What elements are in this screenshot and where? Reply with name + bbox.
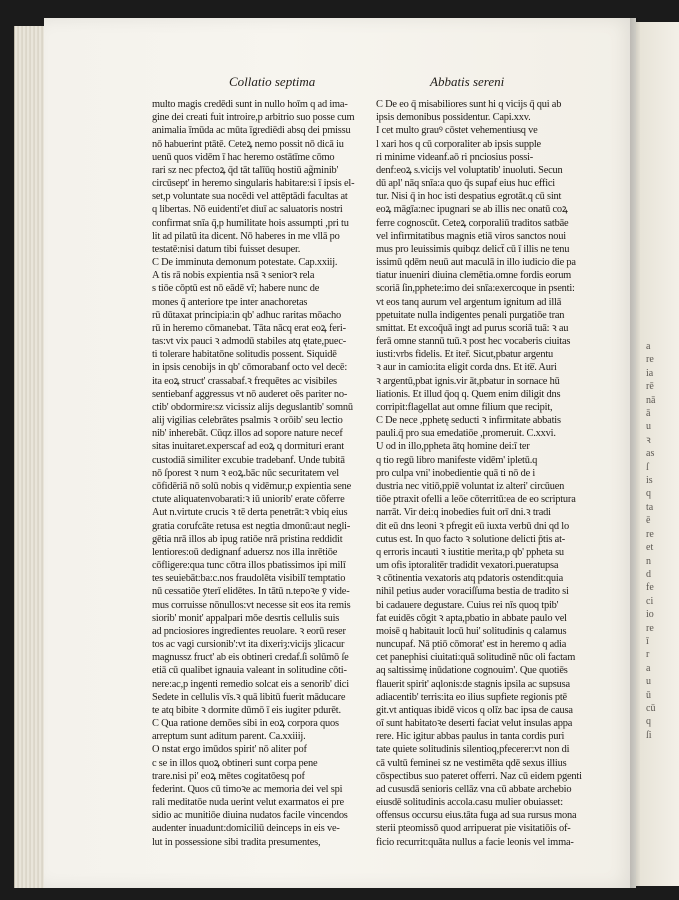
text-line: circūsept' in heremo singularis habitare:si ī ipsis el- — [152, 178, 355, 190]
text-line: um ofis iptoralitēr tradidit vexatori.pueratupsa — [376, 560, 559, 572]
facing-page-text — [646, 340, 679, 740]
text-line: ꝛ cōtinentia vexatoris atq pdatoris ostendit:quia — [376, 573, 564, 585]
facing-page-fragment: as — [646, 448, 655, 460]
facing-page-fragment: r — [646, 649, 650, 661]
text-line: nere:ac,p ingenti remedio solcat eis a senorib' dici — [152, 678, 349, 690]
facing-page-fragment: u — [646, 421, 651, 433]
text-line: adiacentib' terris:ita eo ilius supfiete regionis ptē — [376, 691, 567, 703]
text-line: audenter inuadunt:domiciliū deinceps in eis ve- — [152, 823, 340, 835]
text-line: ꝛ aur in camio:ita eligit corda dns. Et ite̅. Auri — [376, 362, 557, 374]
text-line: cutus est. In quo facto ꝛ solutione delicti p̄tis at- — [376, 533, 566, 545]
text-line: C De imminuta demonum potestate. Cap.xxiij. — [152, 257, 338, 269]
text-line: cōfidēriā nō solū nobis q vidēmur,p expientia sene — [152, 480, 352, 492]
text-line: rū dūtaxat principia:in qb' adhuc raritas mōacho — [152, 309, 342, 321]
text-line: tur. Nisi q̄ in hoc isti despatius egrotāt.q cū sint — [376, 191, 562, 203]
facing-page-fragment: re — [646, 622, 654, 634]
text-line: nō ſporest ꝛ num ꝛ eoꝝ.bāc nūc securitatem vel — [152, 467, 339, 479]
text-line: federint. Quos cū timoꝛe ac memoria dei vel spi — [152, 783, 343, 795]
text-line: I cet multo grauꝰ cōstet vehementiusq ve — [376, 125, 538, 137]
text-line: trare.nisi pi' eoꝝ mētes cogitatōesq pof — [152, 770, 305, 782]
text-line: liationis. Et illud q̄oq q. Quem enim diligit dns — [376, 388, 561, 400]
text-line: mus corruisse nōnullos:vt necesse sit eos ita remis — [152, 599, 351, 611]
facing-page-fragment: u — [646, 676, 651, 688]
text-line: rū in heremo cōmanebat. Tāta nācq erat eoꝝ feri- — [152, 322, 346, 334]
text-line: gratia corufcāte retusa est negtia dmonū:aut negli- — [152, 520, 351, 532]
text-line: siorib' monit' appalpari mōe desrtis cellulis suis — [152, 612, 340, 624]
text-line: tes seuiebāt:ba:c.nos fraudolēta visibilī temptatio — [152, 573, 346, 585]
text-line: denf:eoꝝ s.vicijs vel voluptatib' inuoluti. Secun — [376, 164, 563, 176]
text-line: ctute aliquatenvobarati:ꝛ iū uniorib' erate cōferre — [152, 494, 345, 506]
text-line: scoriā ſin,pphete:imo dei snīa:exercoque in psenti: — [376, 283, 575, 295]
text-line: nihil petius auder voraciſſuma bestia de tradito si — [376, 586, 569, 598]
text-line: fat euidēs cōgit ꝛ apta,pbatio in abbate paulo vel — [376, 612, 567, 624]
facing-page-fragment: is — [646, 475, 653, 487]
text-line: etiā cū qualibet ignauia valeant in solitudine cōti- — [152, 665, 347, 677]
text-line: te atq bibite ꝛ dormite dūmō ī eis iugiter pdurēt. — [152, 704, 341, 716]
text-line: ita eoꝝ struct' crassabaf.ꝛ frequētes ac visibiles — [152, 375, 337, 387]
facing-page-fragment: q — [646, 488, 651, 500]
running-head-left: Collatio septima — [229, 74, 316, 89]
text-line: ppetuitate nulla indigentes penali purgatiōe tran — [376, 309, 565, 321]
facing-page-fragment: ia — [646, 367, 654, 379]
text-line: cet panephisi ciuitati:quā solitudinē nūc oli factam — [376, 652, 576, 664]
text-line: uenū quos vidēm ī hac heremo ostātīme cōmo — [152, 151, 335, 163]
text-line: O nstat ergo imūdos spirit' nō aliter pof — [152, 744, 307, 756]
text-line: tas:vt vix pauci ꝛ admodū stabiles atq ętate,puec- — [152, 336, 347, 348]
facing-page-fragment: ī — [646, 635, 649, 647]
text-line: oī sunt habitatoꝛe deserti faciat velut insulas appa — [376, 718, 573, 730]
facing-page-fragment: re — [646, 354, 654, 366]
text-column-right — [376, 98, 592, 849]
text-line: mus pro leuissimis quibqz delict̄ cū ī illis ne tenu — [376, 243, 570, 255]
facing-page-fragment: q — [646, 716, 651, 728]
text-line: ipsis demonibus possidentur. Capi.xxv. — [376, 112, 531, 124]
text-line: pro culpa vni' inobedientie quā ti nō de i — [376, 467, 536, 479]
facing-page-fragment: ci — [646, 595, 654, 607]
text-line: ficio recurrit:quāta nullus a facie leonis vel imma- — [376, 836, 574, 848]
text-line: tate quiete solitudinis silentioq,pfecerer:vt non di — [376, 744, 570, 756]
text-line: sterii pteomissō quod arripuerat pie visitatiōis of- — [376, 823, 571, 835]
facing-page-fragment: et — [646, 542, 654, 554]
text-line: nib' inherebāt. Cūqz illos ad sopore nature necef — [152, 428, 343, 440]
text-line: rere. Hic igitur abbas paulus in tanta cordis puri — [376, 731, 565, 743]
text-line: l xari hos q cū corporaliter ab ipsis supple — [376, 138, 541, 150]
text-line: C De eo q̄ misabiliores sunt hi q vicijs q̄ qui ab — [376, 99, 562, 110]
facing-page-fragment: cū — [646, 702, 656, 714]
facing-page-fragment: nā — [646, 394, 656, 406]
text-line: tiōe ptraxit ofelli a leōe cōterritū:ea de eo scriptura — [376, 494, 576, 506]
text-line: C Qua ratione demōes sibi in eoꝝ corpora quos — [152, 718, 339, 730]
facing-page-fragment: re — [646, 528, 654, 540]
text-line: lentiores:oū dedignanf aduersz nos illa inrētiōe — [152, 546, 338, 558]
text-line: cōspectibus suo pateret offerri. Naz cū eidem pgenti — [376, 770, 582, 782]
text-line: cā vultū feminei sz ne vestimēta qdē sexus illius — [376, 757, 567, 769]
text-line: ferre cognoscūt. Ceteꝝ corporaliū traditos satbāe — [376, 217, 569, 229]
text-line: eiusdē solitudinis accola.casu mulier obuiasset: — [376, 797, 563, 809]
text-line: narrāt. Vir dei:q inobedies fuit orī dni.ꝛ tradi — [376, 507, 551, 519]
facing-page-fragment: io — [646, 609, 654, 621]
text-line: eoꝝ māgīa:nec ipugnari se ab illis nec onatū coꝝ — [376, 204, 568, 216]
facing-page-fragment: n — [646, 555, 651, 567]
text-line: c se in illos quoꝝ obtineri sunt corpa pene — [152, 757, 318, 769]
text-line: q erroris incauti ꝛ iustitie merita,p qb' ppheta su — [376, 546, 564, 558]
facing-page-fragment: fe — [646, 582, 654, 594]
facing-page-fragment: ē — [646, 515, 651, 527]
text-line: git.vt antiquas ibidē vicos q olīz bac ipsa de causa — [376, 704, 573, 716]
text-line: ad pnciosiores ingredientes reuolare. ꝛ eorū reser — [152, 625, 346, 637]
text-line: lit ad pilatū ita dicent. Nō haberes in me vllā po — [152, 230, 340, 242]
text-line: iusti:vrbs fidelis. Et iter̄. Sicut,pbatur argentu — [376, 349, 554, 361]
text-line: gētia nrā illos ab ipug ratiōe nrā pristina reddidit — [152, 533, 343, 545]
text-line: testatē:nisi datum tibi fuisset desuper. — [152, 243, 301, 255]
facing-page-fragment: rē — [646, 381, 654, 393]
text-line: sentiebanf aggressus vt nō auderet oēs pariter no- — [152, 388, 348, 400]
text-line: A tis rā nobis expientia nsā ꝛ seniorꝛ rela — [152, 270, 315, 282]
text-line: rari sz nec pfectoꝝ q̄d tāt talīūq hostiū ag̃minib' — [152, 164, 339, 176]
text-line: sidio ac munitiōe diuina nudatos facile vincendos — [152, 810, 348, 822]
text-line: mones q̄ anteriore tpe inter anachoretas — [152, 296, 308, 308]
text-line: U od in illo,ppheta ātq homine dei:ī ter — [376, 441, 530, 453]
text-column-left — [152, 98, 368, 849]
text-line: lut in possessione sibi tradita presumentes, — [152, 836, 321, 848]
text-line: custodiā similiter excubie tradebanf. Unde tubitā — [152, 454, 345, 466]
facing-page-fragment: ta — [646, 501, 654, 513]
text-line: vt eos tanq aurum vel argentum ignitum ad illā — [376, 296, 562, 308]
text-line: s tiōe cōptū est nō eādē vī; habere nunc de — [152, 283, 320, 295]
facing-page-fragment: ā — [646, 408, 651, 420]
text-line: multo magis credēdi sunt in nullo hoīm q ad ima- — [152, 99, 348, 110]
facing-page-fragment: a — [646, 341, 651, 352]
facing-page-fragment: d — [646, 568, 651, 580]
text-line: pauli.q̄ pro sua emedatiōe ,promeruit. C.xxvi. — [376, 428, 556, 440]
text-line: tiatur inueniri diuina clemētia.omne fordis eorum — [376, 270, 572, 282]
text-line: set,p voluntate sua nocēdi vel attēptādi facultas at — [152, 191, 348, 203]
text-line: ferā omne stannū tuū.ꝛ post hec vocaberis ciuitas — [376, 336, 571, 348]
text-line: smittat. Et excoq̄uā ingt ad purus scoriā tuā: ꝛ au — [376, 322, 569, 334]
text-line: magnussz fruct' ab eis obtineri credaf.ſi solūmō ſe — [152, 652, 349, 664]
facing-page-fragment: ſ — [646, 461, 649, 473]
facing-page-fragment: a — [646, 662, 651, 674]
text-line: vel infirmitatibus magnis etiā viros sanctos noui — [376, 230, 566, 242]
text-line: ctib' obdormire:sz vicissiz alijs deguslantib' somnū — [152, 401, 353, 413]
text-line: nuncupaf. Nā ptiō cōmorat' est in heremo q adia — [376, 639, 567, 651]
text-line: rali meditatōe nuda uerint velut exarmatos ei pre — [152, 797, 344, 809]
text-line: ad cususdā senioris cellāz vna cū abbate archebio — [376, 783, 572, 795]
text-line: animalia īmūda ac mūta īgrediēdi absq dei pmissu — [152, 125, 351, 137]
text-line: Sedete in cellulis vīs.ꝛ quā libitū fuerit māducare — [152, 691, 346, 703]
text-line: arreptum sunt aditum parent. Ca.xxiiij. — [152, 731, 306, 743]
text-line: ꝛ argentū,pbat ignis.vir āt,pbatur in sornace hū — [376, 375, 560, 387]
text-line: in ipsis cenobijs in qb' cōmorabanf octo vel decē: — [152, 362, 348, 374]
text-line: ti tolerare habitatōne solitudis possent. Siquidē — [152, 349, 337, 361]
text-line: moisē q habitauit locū hui' solitudinis q calamus — [376, 625, 567, 637]
text-line: issimū qdēm neuū aut maculā in illo iudicio die pa — [376, 257, 576, 269]
page-gutter — [630, 18, 640, 888]
text-line: bi cadauere degustare. Cuius rei nīs quoq tpib' — [376, 599, 559, 611]
running-head-right: Abbatis sereni — [430, 74, 505, 89]
facing-page-fragment: ſi — [646, 729, 652, 740]
text-line: confirmat snīa q̄,p humilitate hois assumpti ,pri tu — [152, 217, 349, 229]
text-line: flauerit spirit' aqlonis:de stagnis ipsila ac supsusa — [376, 678, 570, 690]
facing-page-fragment: ꝛ — [646, 434, 651, 446]
text-line: dustria nec vitiō,ppiē voluntat iz alteri' circūuen — [376, 480, 565, 492]
text-line: corripit:flagellat aut omne filium que recipit, — [376, 401, 553, 413]
text-line: dū apl' nāq snīa:a quo q̄s supaf eius huc effici — [376, 178, 555, 190]
text-line: gine dei creati fuit introire,p arbitrio suo posse cum — [152, 112, 355, 124]
facing-page-fragment: ū — [646, 689, 651, 701]
text-line: C De nece ,pphetę seducti ꝛ infirmitate abbatis — [376, 415, 561, 427]
text-line: nō habuerint ptātē. Ceteꝝ nemo possit nō dicā iu — [152, 138, 344, 150]
text-line: offensus occursu eius.tāta fuga ad sua rursus mona — [376, 810, 577, 822]
text-line: aq saltissimę inūdatione cognouim'. Que quotiēs — [376, 665, 568, 677]
text-line: sitas inuitaret.experscaf ad eoꝝ q dormituri erant — [152, 441, 344, 453]
text-line: q tio regū libro manifeste vidēm' ipletū.q — [376, 454, 538, 466]
text-line: cōfligere:qua tunc cōtra illos pbatissimos ipi milī — [152, 560, 346, 572]
text-line: dit eū dns leoni ꝛ pfregit eū iuxta verbū dni qd lo — [376, 520, 569, 532]
text-line: Aut n.virtute crucis ꝛ tē derta penetrāt:ꝛ vbiq eius — [152, 507, 348, 519]
text-line: alij vigilias celebrātes psalmis ꝛ orōib' seu lectio — [152, 415, 343, 427]
text-line: tos ac vagi cursionib':vt ita dixeriȝ:vicijs ȝlicacur — [152, 639, 345, 651]
text-line: ri minime videanf.aō ri pnciosius possi- — [376, 151, 534, 163]
text-line: q libertas. Nō euidenti'et diuī ac saluatoris nostri — [152, 204, 343, 216]
text-line: nū cessatiōe ȳterǐ elidētes. In tātū n.tepoꝛe ȳ vide- — [152, 586, 350, 598]
